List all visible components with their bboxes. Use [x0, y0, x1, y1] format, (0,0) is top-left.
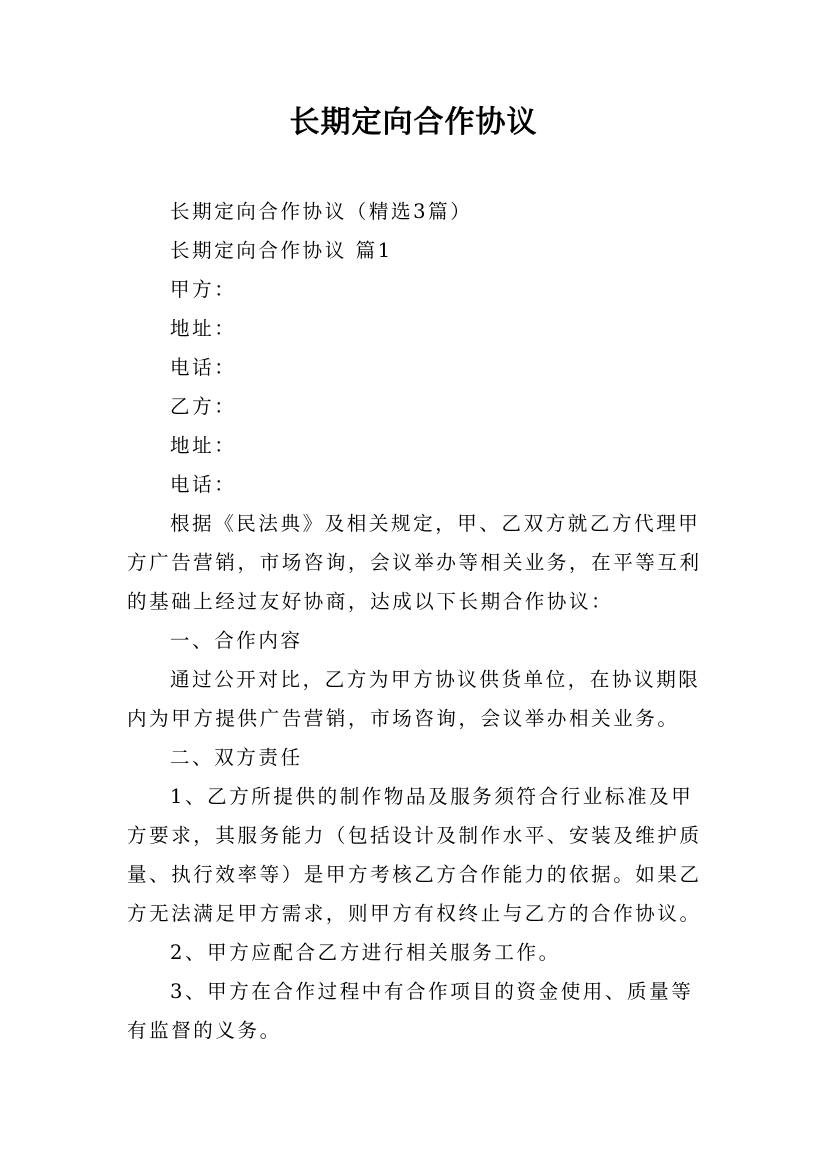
document-body — [127, 192, 707, 1050]
paragraph-preamble: 根据《民法典》及相关规定，甲、乙双方就乙方代理甲方广告营销，市场咨询，会议举办等相关业务，在平等互利的基础上经过友好协商，达成以下长期合作协议： — [127, 512, 702, 613]
paragraph-responsibility-1: 1、乙方所提供的制作物品及服务须符合行业标准及甲方要求，其服务能力（包括设计及制作水平、安装及维护质量、执行效率等）是甲方考核乙方合作能力的依据。如果乙方无法满足甲方需求，则甲方有权终止与乙方的合作协议。 — [127, 785, 702, 925]
paragraph-article-heading: 长期定向合作协议 篇1 — [170, 239, 393, 262]
party-b-address-label: 地址： — [170, 434, 237, 457]
document-title: 长期定向合作协议 — [289, 105, 538, 140]
party-a-phone-label: 电话： — [170, 356, 237, 379]
paragraph-responsibility-2: 2、甲方应配合乙方进行相关服务工作。 — [170, 941, 561, 964]
party-b-phone-label: 电话： — [170, 473, 237, 496]
paragraph-responsibility-3: 3、甲方在合作过程中有合作项目的资金使用、质量等有监督的义务。 — [127, 980, 694, 1042]
section-heading-responsibilities: 二、双方责任 — [170, 746, 303, 769]
party-a-label: 甲方： — [170, 278, 237, 301]
paragraph-collection-heading: 长期定向合作协议（精选3篇） — [170, 200, 473, 223]
party-a-address-label: 地址： — [170, 317, 237, 340]
section-heading-cooperation-content: 一、合作内容 — [170, 629, 303, 652]
paragraph-cooperation-content: 通过公开对比，乙方为甲方协议供货单位，在协议期限内为甲方提供广告营销，市场咨询，会议举办相关业务。 — [127, 668, 701, 730]
party-b-label: 乙方： — [170, 395, 237, 418]
